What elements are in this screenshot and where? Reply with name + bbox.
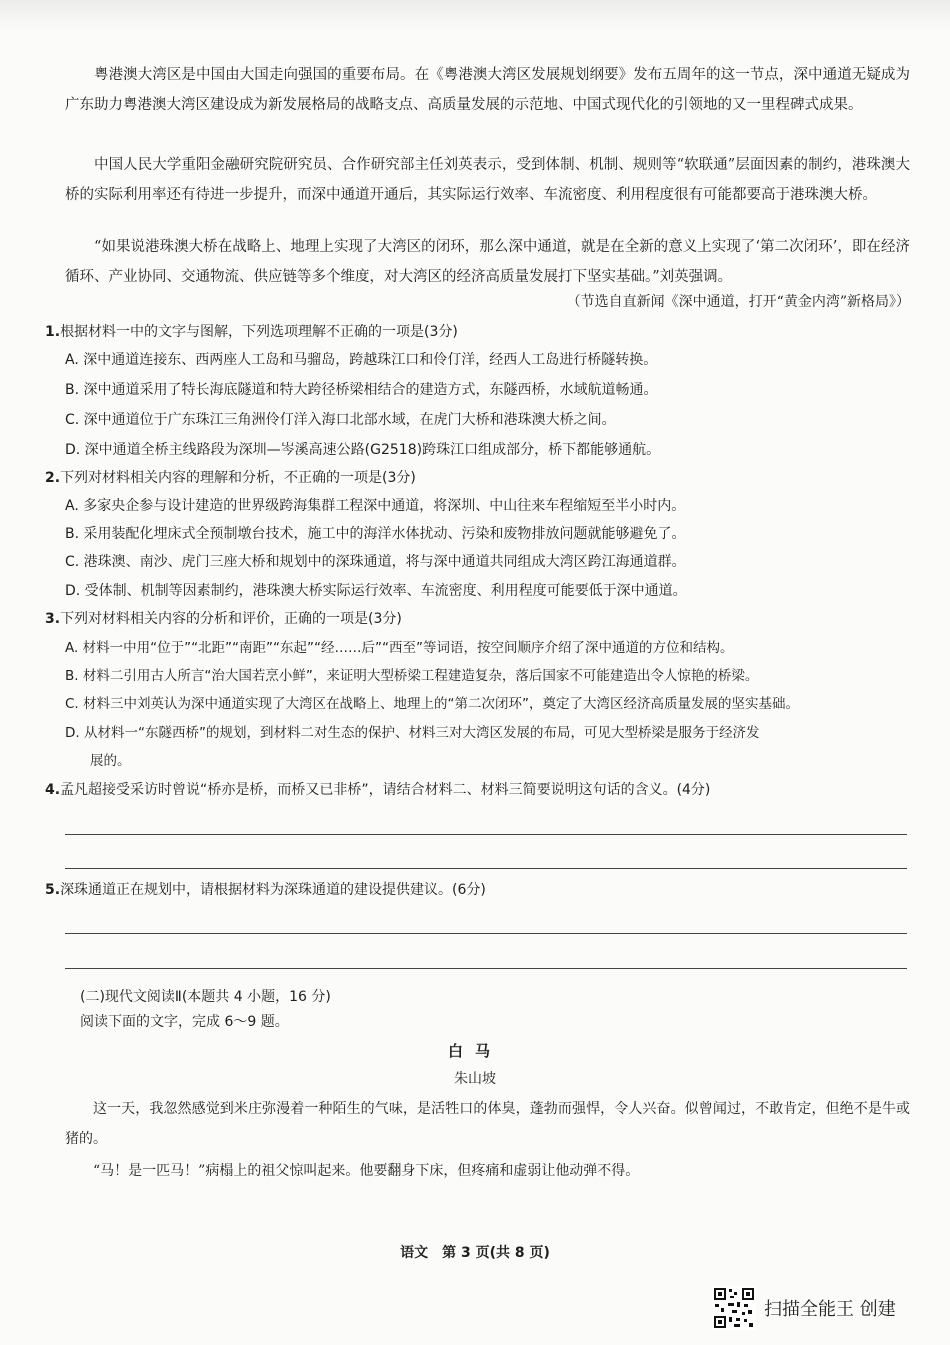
question-2 — [45, 468, 910, 488]
question-4 — [45, 780, 910, 800]
page-footer: 语文 第 3 页(共 8 页) — [400, 1245, 550, 1261]
question-5 — [45, 880, 910, 900]
q4-answer-line-1[interactable] — [65, 834, 907, 835]
question-number: 4. — [45, 782, 61, 798]
q5-answer-line-2[interactable] — [65, 968, 907, 969]
question-stem: 下列对材料相关内容的理解和分析，不正确的一项是(3分) — [60, 470, 416, 486]
passage-paragraph-1: 粤港澳大湾区是中国由大国走向强国的重要布局。在《粤港澳大湾区发展规划纲要》发布五周年的这一节点，深中通道无疑成为广东助力粤港澳大湾区建设成为新发展格局的战略支点、高质量发展的示范地、中国式现代化的引领地的又一里程碑式成果。 — [65, 67, 910, 113]
q2-option-b: B. 采用装配化埋床式全预制墩台技术，施工中的海洋水体扰动、污染和废物排放问题就能够避免了。 — [65, 526, 686, 542]
scan-edge-shadow — [0, 0, 950, 30]
q2-option-c: C. 港珠澳、南沙、虎门三座大桥和规划中的深珠通道，将与深中通道共同组成大湾区跨江海通道群。 — [65, 554, 686, 570]
q3-option-a: A. 材料一中用“位于”“北距”“南距”“东起”“经……后”“西至”等词语，按空间顺序介绍了深中通道的方位和结构。 — [65, 640, 734, 656]
question-stem: 深珠通道正在规划中，请根据材料为深珠通道的建设提供建议。(6分) — [60, 882, 486, 898]
section-instruction: 阅读下面的文字，完成 6～9 题。 — [80, 1014, 289, 1030]
section-heading: (二)现代文阅读Ⅱ(本题共 4 小题，16 分) — [80, 989, 331, 1005]
story-paragraph-2: “马！是一匹马！”病榻上的祖父惊叫起来。他要翻身下床，但疼痛和虚弱让他动弹不得。 — [93, 1163, 640, 1179]
scanner-watermark — [712, 1286, 896, 1330]
question-number: 1. — [45, 324, 61, 340]
q1-option-b: B. 深中通道采用了特长海底隧道和特大跨径桥梁相结合的建造方式，东隧西桥，水域航道畅通。 — [65, 382, 658, 398]
question-stem: 孟凡超接受采访时曾说“桥亦是桥，而桥又已非桥”，请结合材料二、材料三简要说明这句话的含义。(4分) — [60, 782, 711, 798]
q4-answer-line-2[interactable] — [65, 868, 907, 869]
q3-option-d: D. 从材料一“东隧西桥”的规划，到材料二对生态的保护、材料三对大湾区发展的布局，可见大型桥梁是服务于经济发 — [65, 725, 760, 741]
q1-option-a: A. 深中通道连接东、西两座人工岛和马骝岛，跨越珠江口和伶仃洋，经西人工岛进行桥隧转换。 — [65, 352, 658, 368]
q1-option-c: C. 深中通道位于广东珠江三角洲伶仃洋入海口北部水域，在虎门大桥和港珠澳大桥之间。 — [65, 412, 616, 428]
passage-paragraph-2: 中国人民大学重阳金融研究院研究员、合作研究部主任刘英表示，受到体制、机制、规则等“软联通”层面因素的制约，港珠澳大桥的实际利用率还有待进一步提升，而深中通道开通后，其实际运行效率、车流密度、利用程度很有可能都要高于港珠澳大桥。 — [65, 157, 910, 203]
question-number: 5. — [45, 882, 61, 898]
q3-option-c: C. 材料三中刘英认为深中通道实现了大湾区在战略上、地理上的“第二次闭环”，奠定了大湾区经济高质量发展的坚实基础。 — [65, 696, 799, 712]
question-number: 2. — [45, 470, 61, 486]
qr-code-icon — [712, 1286, 756, 1330]
question-number: 3. — [45, 611, 61, 627]
question-stem: 下列对材料相关内容的分析和评价，正确的一项是(3分) — [60, 611, 402, 627]
story-title: 白马 — [447, 1042, 502, 1060]
question-1 — [45, 322, 910, 342]
q2-option-d: D. 受体制、机制等因素制约，港珠澳大桥实际运行效率、车流密度、利用程度可能要低于深中通道。 — [65, 583, 687, 599]
source-note: （节选自直新闻《深中通道，打开“黄金内湾”新格局》） — [566, 294, 910, 310]
story-author: 朱山坡 — [454, 1071, 496, 1087]
question-3 — [45, 609, 910, 629]
q1-option-d: D. 深中通道全桥主线路段为深圳—岑溪高速公路(G2518)跨珠江口组成部分，桥下都能够通航。 — [65, 442, 661, 458]
q3-option-b: B. 材料二引用古人所言“治大国若烹小鲜”，来证明大型桥梁工程建造复杂，落后国家不可能建造出令人惊艳的桥梁。 — [65, 668, 759, 684]
scanner-watermark-text: 扫描全能王 创建 — [764, 1299, 896, 1320]
q2-option-a: A. 多家央企参与设计建造的世界级跨海集群工程深中通道，将深圳、中山往来车程缩短至半小时内。 — [65, 498, 686, 514]
q3-option-d-continued: 展的。 — [90, 753, 131, 769]
story-paragraph-1: 这一天，我忽然感觉到米庄弥漫着一种陌生的气味，是活牲口的体臭，蓬勃而强悍，令人兴奋。似曾闻过，不敢肯定，但绝不是牛或猪的。 — [65, 1101, 910, 1147]
question-stem: 根据材料一中的文字与图解，下列选项理解不正确的一项是(3分) — [60, 324, 458, 340]
passage-paragraph-3: “如果说港珠澳大桥在战略上、地理上实现了大湾区的闭环，那么深中通道，就是在全新的意义上实现了‘第二次闭环’，即在经济循环、产业协同、交通物流、供应链等多个维度，对大湾区的经济高质量发展打下坚实基础。”刘英强调。 — [65, 239, 910, 285]
q5-answer-line-1[interactable] — [65, 933, 907, 934]
